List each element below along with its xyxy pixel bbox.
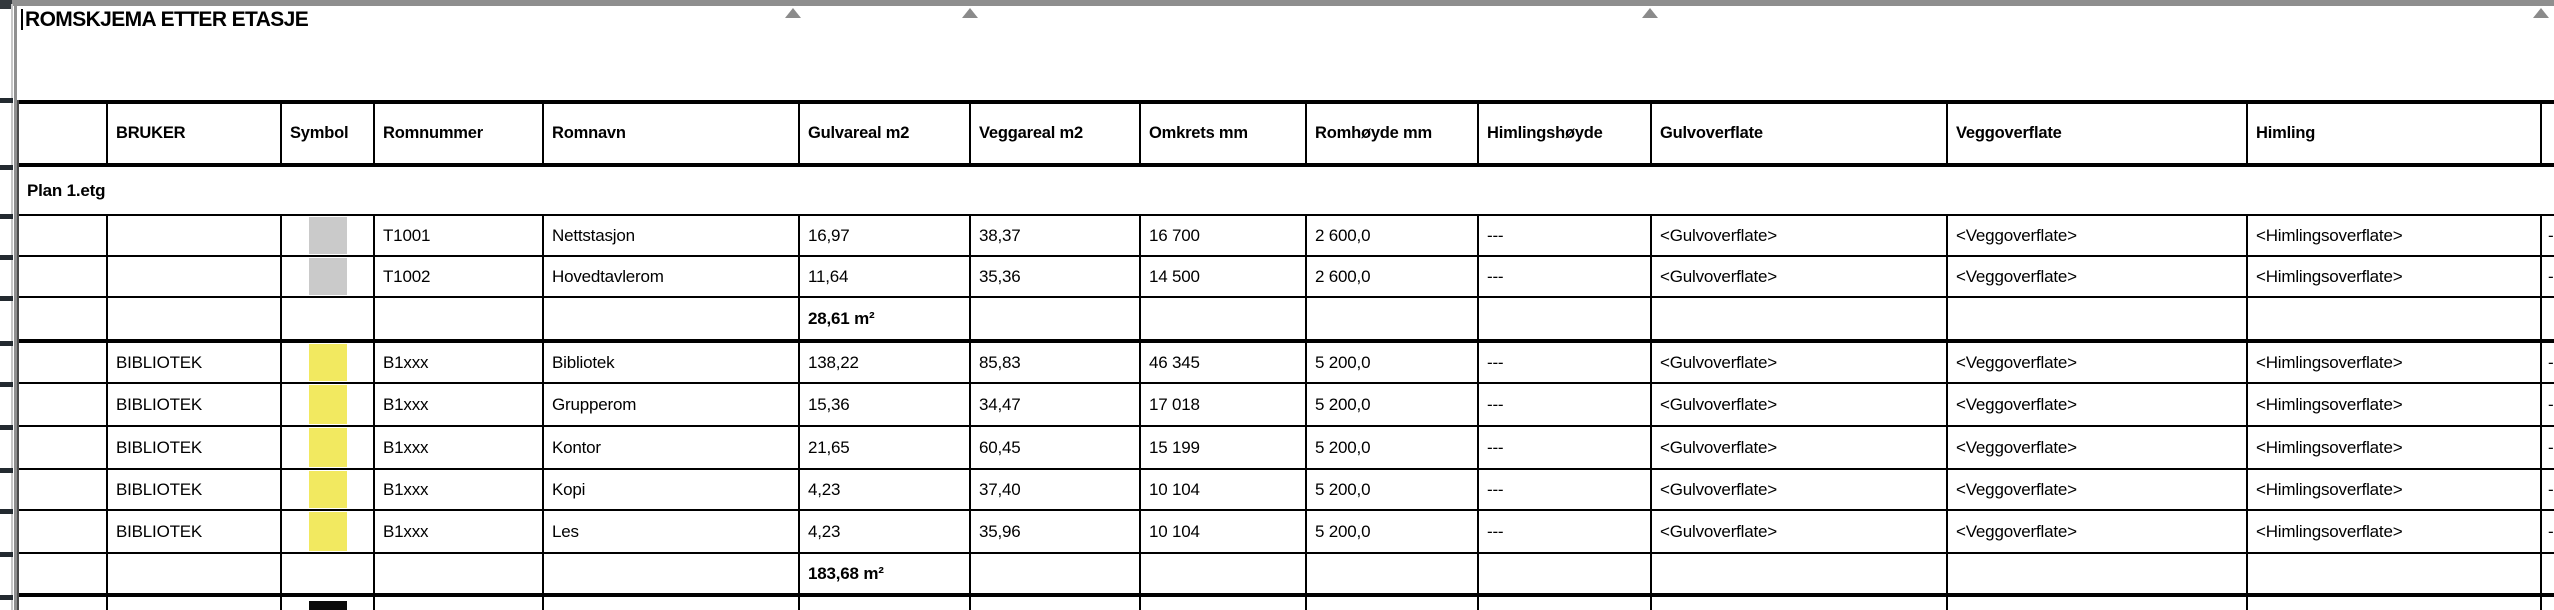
cell-gulvoverflate [1652,554,1948,593]
cell-himling: <Himlingsoverflate> [2248,511,2542,552]
cell-bruker [108,257,282,296]
cell-gulvoverflate: <Gulvoverflate> [1652,343,1948,382]
cell-gulvareal: 183,68 m² [800,554,971,593]
cell-himlingshoyde [1479,298,1652,339]
row-grip[interactable] [0,552,13,557]
cell-romnavn: Nettstasjon [544,216,800,255]
cell-bruker [108,554,282,593]
cell-overflow [2542,597,2554,610]
cell-veggareal: 35,96 [971,511,1141,552]
cell-romnummer: B1xxx [375,427,544,468]
column-grip-triangle[interactable] [2533,8,2549,18]
cell-overflow [2542,298,2554,339]
row-grip[interactable] [0,509,13,514]
cell-omkrets [1141,554,1307,593]
cell-gulvareal: 138,22 [800,343,971,382]
cell-gulvareal [800,597,971,610]
schedule-table[interactable] [17,100,2554,610]
cell-romhoyde: 5 200,0 [1307,511,1479,552]
symbol-swatch-gray [309,258,347,295]
header-gulvareal: Gulvareal m2 [800,104,971,163]
cell-veggoverflate [1948,597,2248,610]
cell-symbol [282,343,375,382]
row-grip[interactable] [0,382,13,387]
cell-himling: <Himlingsoverflate> [2248,384,2542,425]
header-omkrets: Omkrets mm [1141,104,1307,163]
cell-romhoyde: 5 200,0 [1307,470,1479,509]
cell-symbol [282,298,375,339]
cell-romnavn [544,597,800,610]
row-grip[interactable] [0,255,13,260]
cell-himling: <Himlingsoverflate> [2248,257,2542,296]
cell-veggareal [971,298,1141,339]
row-grip[interactable] [0,425,13,430]
cell-gulvoverflate [1652,298,1948,339]
header-symbol: Symbol [282,104,375,163]
header-gulvoverflate: Gulvoverflate [1652,104,1948,163]
cell-overflow: - [2542,257,2554,296]
cell-bruker: BIBLIOTEK [108,384,282,425]
cell-romnavn [544,554,800,593]
table-row [19,427,2554,470]
cell-veggoverflate [1948,298,2248,339]
cell-gulvareal: 16,97 [800,216,971,255]
cell-himlingshoyde [1479,597,1652,610]
cell-himlingshoyde: --- [1479,470,1652,509]
cell-rowmark [19,343,108,382]
symbol-swatch-yellow [309,385,347,424]
cell-gulvoverflate: <Gulvoverflate> [1652,427,1948,468]
schedule-title-zone[interactable] [17,6,2554,100]
symbol-swatch-yellow [309,512,347,551]
cell-romnummer [375,298,544,339]
cell-overflow: - [2542,216,2554,255]
cell-omkrets: 16 700 [1141,216,1307,255]
column-grip-triangle[interactable] [1642,8,1658,18]
cell-bruker: BIBLIOTEK [108,343,282,382]
cell-romnummer: B1xxx [375,343,544,382]
header-bruker: BRUKER [108,104,282,163]
section-row [19,167,2554,216]
selection-left-bar [11,4,13,610]
cell-romnavn: Bibliotek [544,343,800,382]
cell-romnavn: Kontor [544,427,800,468]
header-veggareal: Veggareal m2 [971,104,1141,163]
cell-himling: <Himlingsoverflate> [2248,427,2542,468]
row-grip[interactable] [0,165,13,170]
cell-bruker [108,298,282,339]
cell-veggoverflate: <Veggoverflate> [1948,257,2248,296]
cell-omkrets [1141,298,1307,339]
cell-veggoverflate: <Veggoverflate> [1948,384,2248,425]
cell-overflow: - [2542,470,2554,509]
cell-himlingshoyde: --- [1479,257,1652,296]
cell-bruker [108,216,282,255]
cell-gulvoverflate: <Gulvoverflate> [1652,511,1948,552]
symbol-swatch-yellow [309,471,347,508]
cell-romhoyde: 2 600,0 [1307,257,1479,296]
cell-veggareal [971,554,1141,593]
cell-gulvareal: 11,64 [800,257,971,296]
cell-romnavn: Les [544,511,800,552]
cell-himling [2248,597,2542,610]
header-veggoverflate: Veggoverflate [1948,104,2248,163]
header-himling: Himling [2248,104,2542,163]
cell-himlingshoyde: --- [1479,511,1652,552]
cell-rowmark [19,597,108,610]
cell-gulvareal: 4,23 [800,511,971,552]
symbol-swatch-black [309,601,347,610]
text-cursor [21,9,23,30]
cell-himlingshoyde: --- [1479,343,1652,382]
cell-himling: <Himlingsoverflate> [2248,343,2542,382]
cell-romnummer: T1002 [375,257,544,296]
cell-rowmark [19,257,108,296]
subtotal-row [19,298,2554,343]
cell-rowmark [19,298,108,339]
cell-romhoyde: 5 200,0 [1307,384,1479,425]
cell-omkrets: 14 500 [1141,257,1307,296]
cell-romnummer: B1xxx [375,511,544,552]
header-row [19,100,2554,167]
cell-gulvoverflate: <Gulvoverflate> [1652,216,1948,255]
cell-rowmark [19,427,108,468]
cell-gulvareal: 15,36 [800,384,971,425]
table-row [19,511,2554,554]
cell-himlingshoyde: --- [1479,427,1652,468]
row-grip[interactable] [0,296,13,301]
cell-omkrets: 46 345 [1141,343,1307,382]
section-label: Plan 1.etg [27,180,106,200]
cell-gulvareal: 21,65 [800,427,971,468]
cell-omkrets [1141,597,1307,610]
cell-bruker: BIBLIOTEK [108,427,282,468]
cell-romnavn [544,298,800,339]
cell-symbol [282,257,375,296]
column-grip-triangle[interactable] [785,8,801,18]
cell-rowmark [19,470,108,509]
cell-romhoyde: 5 200,0 [1307,427,1479,468]
table-row [19,384,2554,427]
row-grip[interactable] [0,214,13,219]
cell-himling: <Himlingsoverflate> [2248,216,2542,255]
cell-himlingshoyde: --- [1479,216,1652,255]
cell-overflow [2542,554,2554,593]
cell-veggareal: 37,40 [971,470,1141,509]
table-row [19,216,2554,257]
symbol-swatch-yellow [309,344,347,381]
cell-rowmark [19,554,108,593]
schedule-title: ROMSKJEMA ETTER ETASJE [25,8,309,31]
cell-himling [2248,298,2542,339]
row-grip[interactable] [0,595,13,600]
cell-romnavn: Hovedtavlerom [544,257,800,296]
cell-overflow: - [2542,343,2554,382]
cell-overflow: - [2542,384,2554,425]
subtotal-row [19,554,2554,597]
cell-symbol [282,384,375,425]
cell-symbol [282,427,375,468]
cell-overflow: - [2542,511,2554,552]
cell-symbol [282,470,375,509]
cell-gulvoverflate: <Gulvoverflate> [1652,470,1948,509]
header-romnummer: Romnummer [375,104,544,163]
row-grip[interactable] [0,98,13,103]
cell-romhoyde: 5 200,0 [1307,343,1479,382]
symbol-swatch-yellow [309,428,347,467]
cell-bruker: BIBLIOTEK [108,511,282,552]
cell-veggoverflate: <Veggoverflate> [1948,343,2248,382]
cell-symbol [282,554,375,593]
header-rowmark [19,104,108,163]
table-row [19,470,2554,511]
row-grip[interactable] [0,341,13,346]
header-himlingshoyde: Himlingshøyde [1479,104,1652,163]
cell-romhoyde [1307,597,1479,610]
cell-romnavn: Kopi [544,470,800,509]
cell-omkrets: 15 199 [1141,427,1307,468]
header-romnavn: Romnavn [544,104,800,163]
cell-romnummer: B1xxx [375,470,544,509]
cell-romhoyde [1307,298,1479,339]
table-row [19,597,2554,610]
table-row [19,343,2554,384]
symbol-swatch-gray [309,217,347,254]
header-romhoyde: Romhøyde mm [1307,104,1479,163]
cell-veggareal: 35,36 [971,257,1141,296]
cell-veggoverflate: <Veggoverflate> [1948,216,2248,255]
cell-romnummer [375,554,544,593]
cell-rowmark [19,384,108,425]
cell-veggareal: 38,37 [971,216,1141,255]
cell-gulvareal: 4,23 [800,470,971,509]
cell-overflow: - [2542,427,2554,468]
cell-himlingshoyde [1479,554,1652,593]
cell-omkrets: 10 104 [1141,470,1307,509]
cell-veggoverflate [1948,554,2248,593]
cell-rowmark [19,216,108,255]
cell-romhoyde: 2 600,0 [1307,216,1479,255]
cell-veggoverflate: <Veggoverflate> [1948,427,2248,468]
table-row [19,257,2554,298]
header-overflow [2542,104,2554,163]
cell-gulvoverflate: <Gulvoverflate> [1652,257,1948,296]
cell-himling: <Himlingsoverflate> [2248,470,2542,509]
cell-himling [2248,554,2542,593]
cell-omkrets: 10 104 [1141,511,1307,552]
cell-romnummer: T1001 [375,216,544,255]
column-grip-triangle[interactable] [962,8,978,18]
cell-rowmark [19,511,108,552]
cell-veggoverflate: <Veggoverflate> [1948,511,2248,552]
cell-gulvoverflate: <Gulvoverflate> [1652,384,1948,425]
row-grip[interactable] [0,468,13,473]
cell-romnavn: Grupperom [544,384,800,425]
cell-bruker [108,597,282,610]
cell-veggareal: 85,83 [971,343,1141,382]
cell-symbol [282,216,375,255]
cell-gulvoverflate [1652,597,1948,610]
cell-romhoyde [1307,554,1479,593]
cell-himlingshoyde: --- [1479,384,1652,425]
cell-romnummer: B1xxx [375,384,544,425]
cell-bruker: BIBLIOTEK [108,470,282,509]
cell-omkrets: 17 018 [1141,384,1307,425]
cell-veggareal: 34,47 [971,384,1141,425]
cell-veggareal: 60,45 [971,427,1141,468]
cell-symbol [282,597,375,610]
cell-gulvareal: 28,61 m² [800,298,971,339]
cell-veggareal [971,597,1141,610]
cell-symbol [282,511,375,552]
cell-romnummer [375,597,544,610]
cell-veggoverflate: <Veggoverflate> [1948,470,2248,509]
